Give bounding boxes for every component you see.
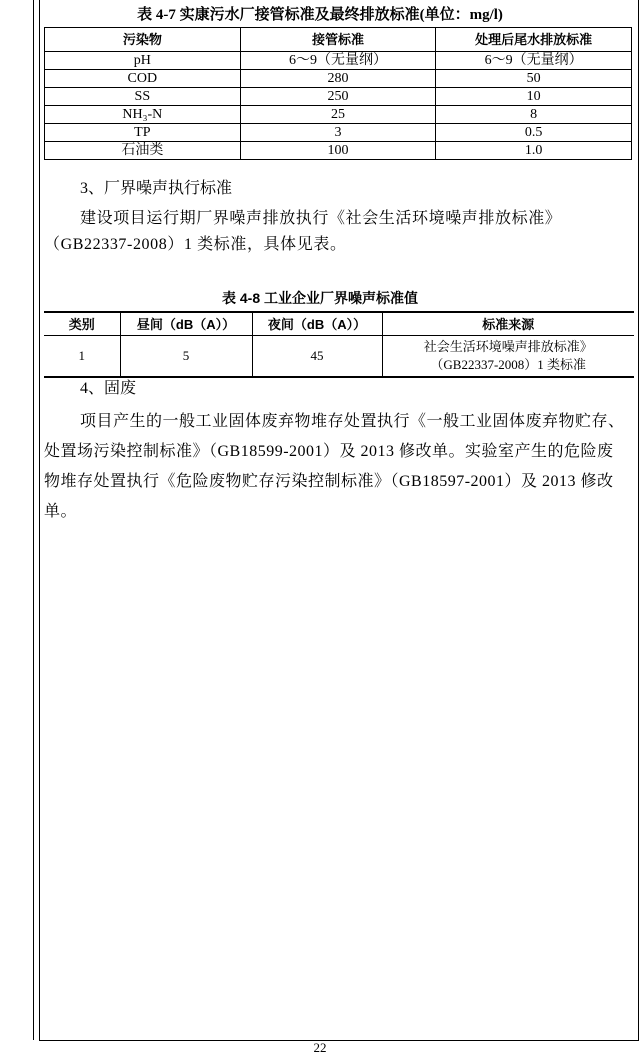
header-intake-standard: 接管标准	[240, 28, 436, 52]
cell-source	[382, 336, 634, 378]
cell: 10	[436, 88, 632, 106]
table-header-row	[44, 312, 634, 336]
cell: 50	[436, 70, 632, 88]
table-row	[45, 70, 632, 88]
cell-category: 1	[44, 336, 120, 378]
table-4-8-title: 表 4-8 工业企业厂界噪声标准值	[221, 290, 418, 306]
cell-night: 45	[252, 336, 382, 378]
header-nighttime: 夜间（dB（A））	[252, 312, 382, 336]
header-discharge-standard: 处理后尾水排放标准	[436, 28, 632, 52]
cell: 280	[240, 70, 436, 88]
section-3-heading: 3、厂界噪声执行标准	[80, 180, 233, 197]
table-header-row	[45, 28, 632, 52]
header-standard-source: 标准来源	[382, 312, 634, 336]
cell: TP	[45, 124, 241, 142]
section-4-heading: 4、固废	[80, 380, 137, 397]
cell: 石油类	[45, 142, 241, 160]
cell: 25	[240, 106, 436, 124]
cell: 250	[240, 88, 436, 106]
header-pollutant: 污染物	[45, 28, 241, 52]
table-row	[45, 52, 632, 70]
cell: 8	[436, 106, 632, 124]
table-row	[45, 106, 632, 124]
cell: 0.5	[436, 124, 632, 142]
table-row	[44, 336, 634, 378]
cell: 100	[240, 142, 436, 160]
source-line-2: （GB22337-2008）1 类标准	[430, 357, 587, 372]
cell: SS	[45, 88, 241, 106]
left-margin-line	[33, 0, 34, 1040]
cell: pH	[45, 52, 241, 70]
page-number: 22	[313, 1040, 327, 1055]
table-4-7-title: 表 4-7 实康污水厂接管标准及最终排放标准(单位：mg/l)	[137, 7, 503, 23]
cell: COD	[45, 70, 241, 88]
cell: 3	[240, 124, 436, 142]
table-4-8	[44, 311, 634, 378]
cell: 6～9（无量纲）	[436, 52, 632, 70]
table-4-7	[44, 27, 632, 160]
cell: NH₃-N	[45, 106, 241, 124]
cell: 6～9（无量纲）	[240, 52, 436, 70]
cell: 1.0	[436, 142, 632, 160]
table-row	[45, 124, 632, 142]
section-4-paragraph: 项目产生的一般工业固体废弃物堆存处置执行《一般工业固体废弃物贮存、处置场污染控制标准》（GB18599-2001）及 2013 修改单。实验室产生的危险废物堆存处置执行《危险废物贮存污染控制标准》（GB18597-2001）及 2013 修改单。	[44, 413, 625, 520]
cell-day: 5	[120, 336, 252, 378]
header-daytime: 昼间（dB（A））	[120, 312, 252, 336]
section-3-paragraph: 建设项目运行期厂界噪声排放执行《社会生活环境噪声排放标准》（GB22337-2008）1 类标准，具体见表。	[44, 210, 562, 253]
header-category: 类别	[44, 312, 120, 336]
table-row	[45, 88, 632, 106]
source-line-1: 社会生活环境噪声排放标准》	[423, 339, 593, 354]
table-row	[45, 142, 632, 160]
